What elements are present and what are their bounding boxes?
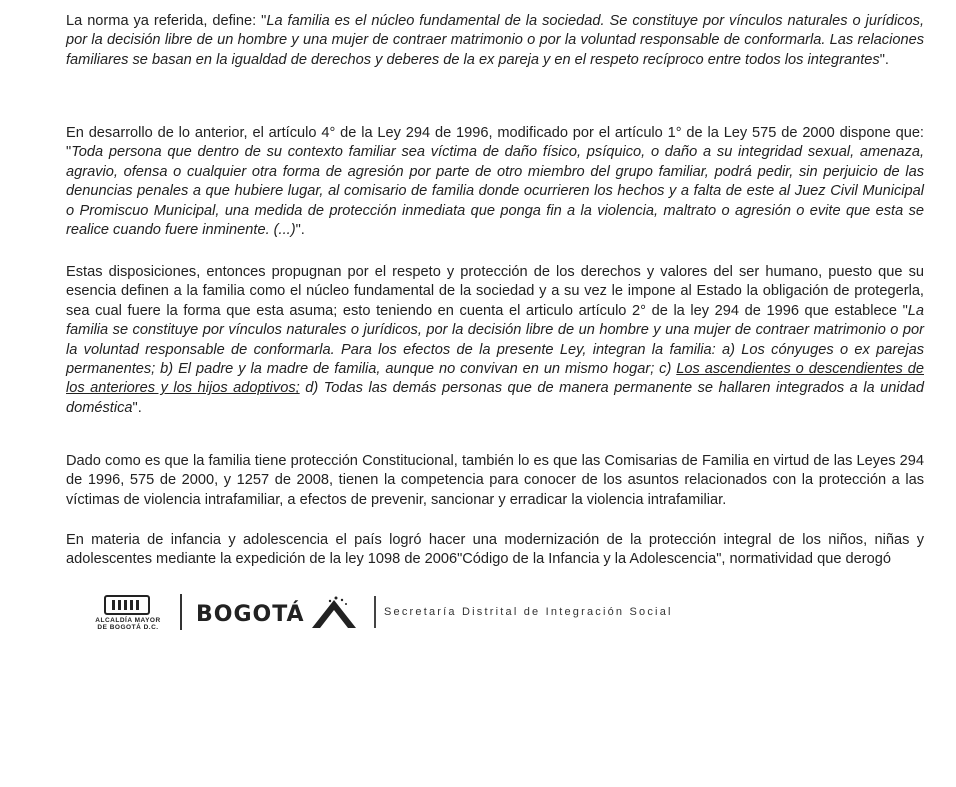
paragraph-4: Dado como es que la familia tiene protección Constitucional, también lo es que las Comisarias de Familia en virtud de las Leyes 294 de 1996, 575 de 2000, y 1257 de 2008, tienen la competencia para conocer de los asuntos relacionados con la protección a las víctimas de violencia intrafamiliar, a efectos de prevenir, sancionar y erradicar la violencia intrafamiliar.	[66, 453, 924, 508]
secretaria-label: Secretaría Distrital de Integración Social	[384, 606, 673, 618]
paragraph-3-quote-b: d) Todas las demás personas que de manera permanente se hallaren integrados a la unidad doméstica	[66, 380, 925, 416]
paragraph-2-lead: En desarrollo de lo anterior, el artículo 4° de la Ley 294 de 1996, modificado por el artículo 1° de la Ley 575 de 2000 dispone que: "	[66, 125, 924, 161]
paragraph-1-lead: La norma ya referida, define: "	[66, 13, 267, 29]
crest-line-2: DE BOGOTÁ D.C.	[97, 624, 159, 631]
footer-divider-2	[374, 596, 376, 628]
crest-line-1: ALCALDÍA MAYOR	[95, 617, 161, 624]
paragraph-3-quote-a: La familia se constituye por vínculos naturales o jurídicos, por la decisión libre de un hombre y una mujer de contraer matrimonio o por la voluntad responsable de conformarla. Para los efectos de la presente Ley, integran la familia: a) Los cónyuges o ex parejas permanentes; b) El padre y la madre de familia, aunque no convivan en un mismo hogar; c)	[66, 302, 924, 378]
paragraph-3-lead: Estas disposiciones, entonces propugnan por el respeto y protección de los derechos y valores del ser humano, puesto que su esencia definen a la familia como el núcleo fundamental de la sociedad y a su vez le impone al Estado la obligación de protegerla, sea cual fuere la forma que esta asuma; esto teniendo en cuenta el articulo artículo 2° de la ley 294 de 1996 que establece "	[66, 264, 924, 319]
paragraph-1-quote: La familia es el núcleo fundamental de la sociedad. Se constituye por vínculos naturales o jurídicos, por la decisión libre de un hombre y una mujer de contraer matrimonio o por la voluntad responsable de conformarla. Las relaciones familiares se basan en la igualdad de derechos y deberes de la ex pareja y en el respeto recíproco entre todos los integrantes	[66, 13, 924, 68]
paragraph-1	[66, 12, 924, 70]
paragraph-3-end: ".	[132, 399, 142, 416]
bogota-logo-text: BOGOTÁ	[196, 602, 305, 627]
coat-of-arms-icon	[84, 592, 172, 632]
bogota-logo-mark-icon	[306, 594, 364, 630]
footer-divider-1	[180, 594, 182, 630]
paragraph-3-quote-underlined: Los ascendientes o descendientes de los anteriores y los hijos adoptivos;	[66, 361, 924, 397]
paragraph-3	[66, 263, 924, 418]
paragraph-2	[66, 124, 924, 240]
paragraph-5: En materia de infancia y adolescencia el país logró hacer una modernización de la protección integral de los niños, niñas y adolescentes mediante la expedición de la ley 1098 de 2006"Código de la Infancia y la Adolescencia", normatividad que derogó	[66, 532, 924, 568]
paragraph-1-end: ".	[879, 51, 889, 68]
paragraph-2-quote: Toda persona que dentro de su contexto familiar sea víctima de daño físico, psíquico, o daño a su integridad sexual, amenaza, agravio, ofensa o cualquier otra forma de agresión por parte de otro miembro del grupo familiar, podrá pedir, sin perjuicio de las denuncias penales a que hubiere lugar, al comisario de familia donde ocurrieren los hechos y a falta de este al Juez Civil Municipal o Promiscuo Municipal, una medida de protección inmediata que ponga fin a la violencia, maltrato o agresión o evite que esta se realice cuando fuere inminente. (...)	[66, 144, 924, 239]
footer-logos	[84, 592, 784, 636]
paragraph-2-end: ".	[295, 222, 305, 239]
